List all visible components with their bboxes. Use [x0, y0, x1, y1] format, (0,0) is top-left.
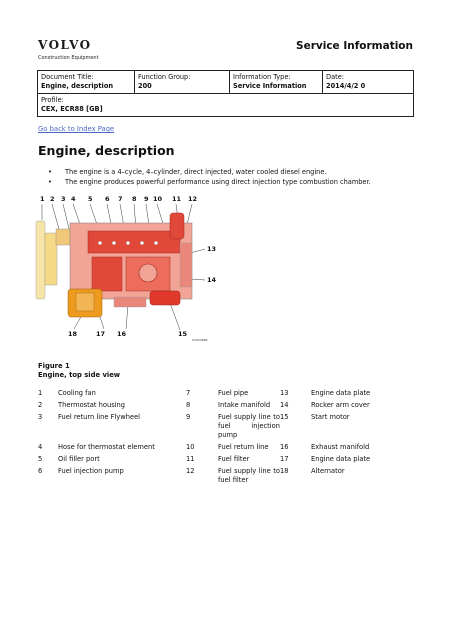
parts-row: [38, 443, 378, 452]
description-bullets: [48, 167, 371, 187]
oil-filler-shape: [139, 264, 157, 282]
function-group-label: Function Group:: [138, 73, 191, 81]
part-name: Fuel pipe: [218, 389, 249, 397]
part-name: Fuel supply line to fuel injection pump: [218, 413, 280, 439]
doc-title-cell: [38, 71, 135, 94]
info-type-label: Information Type:: [233, 73, 291, 81]
figure-label-10: 10: [153, 195, 163, 203]
part-number: 8: [186, 401, 191, 410]
part-name: Fuel return line: [218, 442, 269, 451]
parts-row: [38, 467, 378, 484]
figure-label-8: 8: [132, 195, 137, 203]
document-meta-table: [37, 70, 414, 117]
profile-label: Profile:: [41, 96, 64, 104]
part-name: Exhaust manifold: [311, 442, 370, 451]
flywheel-housing-shape: [180, 243, 192, 287]
date-value: 2014/4/2 0: [326, 82, 366, 90]
part-number: 15: [280, 413, 289, 422]
part-name: Fuel filter: [218, 454, 250, 463]
engine-figure: [30, 193, 230, 343]
figure-label-13: 13: [207, 245, 217, 253]
part-name: Oil filler port: [58, 454, 100, 463]
parts-row: [38, 455, 378, 464]
doc-title-value: Engine, description: [41, 82, 114, 90]
info-type-value: Service Information: [233, 82, 307, 90]
part-number: 14: [280, 401, 289, 410]
part-number: 6: [38, 467, 43, 476]
part-name: Fuel injection pump: [58, 467, 124, 476]
figure-label-12: 12: [188, 195, 198, 203]
figure-label-1: 1: [40, 195, 45, 203]
cooling-fan-shape: [36, 221, 45, 299]
part-number: 17: [280, 454, 289, 463]
start-motor-shape: [150, 291, 180, 305]
function-group-value: 200: [138, 82, 152, 90]
figure-caption-subtitle: Engine, top side view: [38, 371, 121, 379]
figure-label-18: 18: [68, 330, 78, 338]
date-cell: [323, 71, 414, 94]
figure-label-5: 5: [88, 195, 93, 203]
bullet-item: • The engine is a 4–cycle, 4–cylinder, direct injected, water cooled diesel engine.: [48, 167, 371, 177]
figure-label-2: 2: [50, 195, 55, 203]
figure-label-4: 4: [71, 195, 76, 203]
part-number: 9: [186, 413, 191, 422]
part-name: Engine data plate: [311, 389, 371, 397]
info-type-cell: [230, 71, 323, 94]
figure-caption-title: Figure 1: [38, 362, 70, 370]
part-number: 3: [38, 413, 43, 422]
exhaust-manifold-shape: [114, 297, 146, 307]
part-number: 10: [186, 442, 195, 451]
figure-label-11: 11: [172, 195, 182, 203]
part-name: Fuel supply line to fuel filter: [218, 467, 280, 484]
part-name: Start motor: [311, 413, 350, 422]
fuel-pump-body-shape: [92, 257, 122, 291]
part-number: 16: [280, 442, 289, 451]
service-information-title: Service Information: [296, 40, 413, 52]
figure-caption: [38, 362, 120, 380]
part-number: 13: [280, 389, 289, 397]
part-name: Engine data plate: [311, 454, 371, 463]
part-number: 2: [38, 401, 43, 410]
parts-row: [38, 401, 378, 410]
figure-label-7: 7: [118, 195, 123, 203]
parts-row: [38, 389, 378, 398]
brand-subtitle: Construction Equipment: [38, 55, 99, 61]
part-number: 5: [38, 454, 43, 463]
date-label: Date:: [326, 73, 344, 81]
part-number: 4: [38, 442, 43, 451]
fuel-filter-shape: [170, 213, 184, 239]
bullet-item: • The engine produces powerful performance using direct injection type combustion chamber.: [48, 177, 371, 187]
part-name: Rocker arm cover: [311, 401, 370, 410]
part-number: 18: [280, 467, 289, 476]
part-name: Thermostat housing: [58, 401, 126, 410]
figure-label-9: 9: [144, 195, 149, 203]
part-number: 12: [186, 467, 195, 476]
part-name: Intake manifold: [218, 401, 271, 410]
part-number: 1: [38, 389, 43, 397]
part-name: Hose for thermostat element: [58, 442, 155, 451]
fan-pulley-shape: [45, 233, 57, 285]
part-name: Fuel return line Flywheel: [58, 413, 141, 422]
part-number: 7: [186, 389, 191, 397]
figure-label-16: 16: [117, 330, 127, 338]
page-title: Engine, description: [38, 143, 175, 158]
volvo-logo: VOLVO: [38, 38, 92, 52]
function-group-cell: [135, 71, 230, 94]
parts-row: [38, 413, 378, 439]
part-number: 11: [186, 454, 195, 463]
profile-value: CEX, ECR88 [GB]: [41, 105, 103, 113]
figure-label-15: 15: [178, 330, 188, 338]
part-name: Alternator: [311, 467, 345, 476]
doc-title-label: Document Title:: [41, 73, 94, 81]
parts-list: [38, 389, 378, 488]
figure-label-6: 6: [105, 195, 110, 203]
figure-label-14: 14: [207, 276, 217, 284]
figure-code: V1023989: [192, 338, 208, 342]
profile-cell: [38, 94, 414, 117]
back-to-index-link[interactable]: Go back to Index Page: [38, 125, 115, 133]
figure-label-3: 3: [61, 195, 66, 203]
figure-label-17: 17: [96, 330, 106, 338]
part-name: Cooling fan: [58, 389, 96, 397]
